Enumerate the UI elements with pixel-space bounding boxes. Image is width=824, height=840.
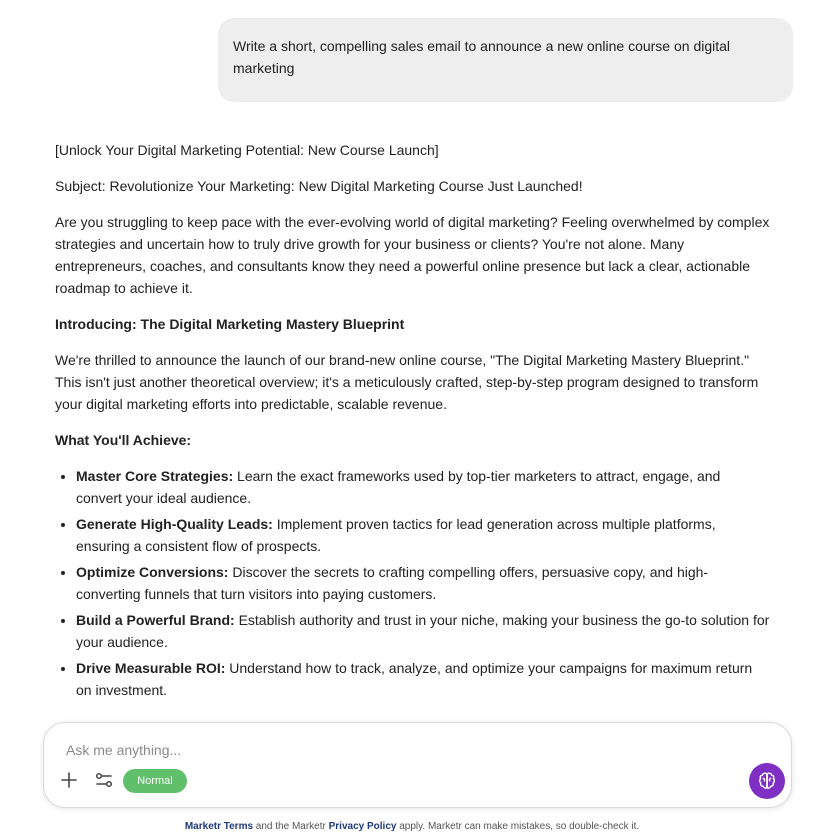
tools-button[interactable] [94, 770, 114, 790]
list-item [76, 513, 770, 557]
chat-input[interactable] [64, 739, 728, 761]
benefit-title: Optimize Conversions: [76, 564, 229, 580]
email-introducing-heading: Introducing: The Digital Marketing Mastery Blueprint [55, 316, 405, 332]
email-title-line: [Unlock Your Digital Marketing Potential: New Course Launch] [55, 142, 439, 158]
footer-text: apply. Marketr can make mistakes, so double-check it. [396, 821, 640, 832]
chat-composer [43, 722, 792, 808]
assistant-response [55, 139, 770, 727]
plus-icon [59, 770, 79, 790]
benefit-title: Drive Measurable ROI: [76, 660, 226, 676]
footer-text: and the Marketr [253, 821, 329, 832]
benefit-text: Learn the exact frameworks used by top-tier marketers to attract, engage, and convert your ideal audience. [76, 468, 721, 506]
brain-icon [756, 770, 778, 792]
benefit-text: Implement proven tactics for lead generation across multiple platforms, ensuring a consistent flow of prospects. [76, 516, 716, 554]
sliders-icon [94, 770, 114, 790]
benefit-text: Understand how to track, analyze, and optimize your campaigns for maximum return on investment. [76, 660, 753, 698]
benefit-title: Master Core Strategies: [76, 468, 234, 484]
footer-disclaimer [0, 820, 824, 834]
benefit-title: Generate High-Quality Leads: [76, 516, 273, 532]
list-item [76, 657, 770, 701]
email-announce-paragraph: We're thrilled to announce the launch of our brand-new online course, "The Digital Marketing Mastery Blueprint." This isn't just another theoretical overview; it's a meticulously crafted, step-by-step program designed to transform your digital marketing efforts into predictable, scalable revenue. [55, 352, 759, 412]
benefit-title: Build a Powerful Brand: [76, 612, 235, 628]
add-attachment-button[interactable] [59, 770, 79, 790]
benefit-text: Establish authority and trust in your niche, making your business the go-to solution for your audience. [76, 612, 770, 650]
mode-selector-button[interactable]: Normal [123, 769, 187, 793]
benefits-list [55, 465, 770, 701]
terms-link[interactable]: Marketr Terms [184, 821, 254, 832]
submit-button[interactable] [749, 763, 785, 799]
user-message-bubble [218, 18, 793, 102]
user-message-text: Write a short, compelling sales email to announce a new online course on digital marketing [233, 38, 731, 76]
list-item [76, 561, 770, 605]
privacy-policy-link[interactable]: Privacy Policy [328, 821, 397, 832]
list-item [76, 609, 770, 653]
email-subject-line: Subject: Revolutionize Your Marketing: New Digital Marketing Course Just Launched! [55, 178, 583, 194]
email-achieve-heading: What You'll Achieve: [55, 432, 192, 448]
list-item [76, 465, 770, 509]
benefit-text: Discover the secrets to crafting compelling offers, persuasive copy, and high-converting funnels that turn visitors into paying customers. [76, 564, 709, 602]
email-intro-paragraph: Are you struggling to keep pace with the ever-evolving world of digital marketing? Feeling overwhelmed by complex strategies and uncertain how to truly drive growth for your business or clients? You're not alone. Many entrepreneurs, coaches, and consultants know they need a powerful online presence but lack a clear, actionable roadmap to achieve it. [55, 214, 770, 296]
